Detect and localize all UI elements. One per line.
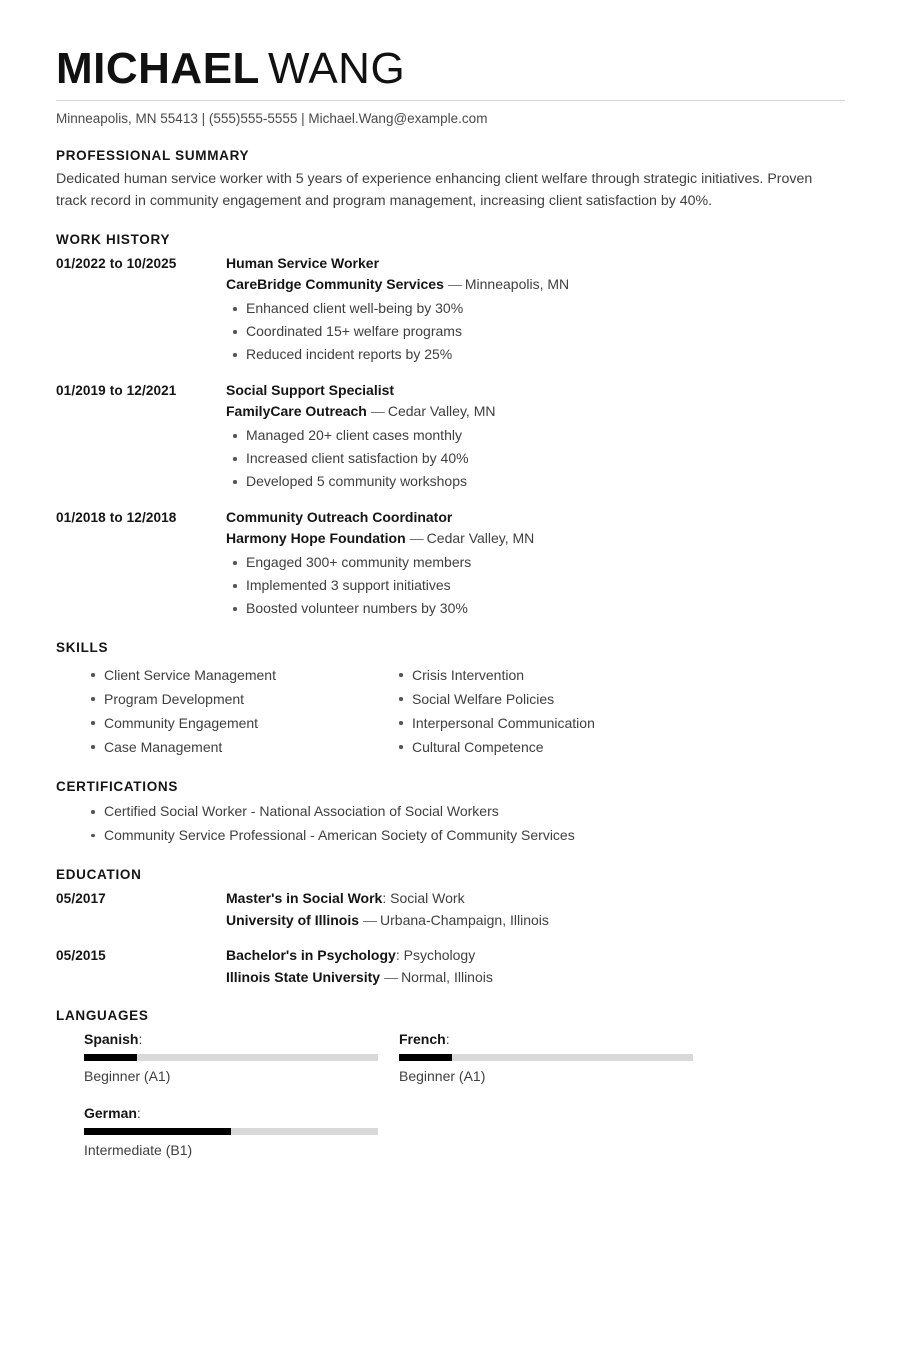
section-title-education: EDUCATION [56,867,142,882]
section-skills [56,640,845,759]
language-level: Intermediate (B1) [84,1142,193,1158]
contact-line: Minneapolis, MN 55413 | (555)555-5555 | Michael.Wang@example.com [56,111,488,126]
section-title-skills: SKILLS [56,640,109,655]
work-dates: 01/2018 to 12/2018 [56,510,177,525]
language-label: French [399,1031,446,1047]
list-item: Enhanced client well-being by 30% [226,297,845,320]
work-job-title: Human Service Worker [226,255,380,271]
language-item-spanish [84,1029,378,1087]
work-dates: 01/2019 to 12/2021 [56,383,177,398]
separator-dash: — [370,403,385,419]
section-languages [56,1008,845,1177]
education-degree-colon: : [395,947,404,963]
skills-column-2 [392,661,692,759]
list-item: Certified Social Worker - National Association of Social Workers [84,800,664,824]
list-item: Cultural Competence [392,735,692,759]
list-item: Client Service Management [84,663,392,687]
certifications-list [84,800,664,847]
list-item: Implemented 3 support initiatives [226,574,845,597]
section-title-certifications: CERTIFICATIONS [56,779,179,794]
work-organization-line [226,401,845,422]
work-entry [56,507,845,620]
separator-dash: — [447,276,462,292]
skills-list [84,663,392,759]
skills-columns [84,661,845,759]
language-item-german [84,1103,378,1161]
education-school: Illinois State University [226,968,381,985]
education-location: Normal, Illinois [401,968,493,985]
language-proficiency-bar [399,1054,693,1061]
work-organization: Harmony Hope Foundation [226,530,406,546]
work-bullet-list [226,424,845,493]
header-divider [56,100,845,101]
languages-grid [84,1029,700,1177]
section-title-work-history: WORK HISTORY [56,232,171,247]
section-work-history [56,232,845,620]
language-proficiency-bar [84,1128,378,1135]
list-item: Community Engagement [84,711,392,735]
education-details [226,945,845,988]
education-date: 05/2017 [56,891,106,906]
work-bullet-list [226,297,845,366]
resume-header [56,44,845,128]
section-title-languages: LANGUAGES [56,1008,149,1023]
work-job-title: Community Outreach Coordinator [226,509,453,525]
language-item-french [399,1029,693,1087]
list-item: Developed 5 community workshops [226,470,845,493]
section-education [56,867,845,988]
work-details [226,380,845,493]
education-details [226,888,845,931]
education-degree-line [226,945,845,967]
work-organization: CareBridge Community Services [226,276,444,292]
language-name [84,1029,378,1049]
language-name [84,1103,378,1123]
education-degree-line [226,888,845,910]
language-proficiency-fill [84,1054,137,1061]
language-level: Beginner (A1) [84,1068,171,1084]
separator-dash: — [384,968,399,985]
language-label: German [84,1105,137,1121]
education-degree-colon: : [382,890,391,906]
language-colon: : [445,1031,450,1047]
section-certifications [56,779,845,847]
education-degree: Bachelor's in Psychology [226,947,396,963]
education-school-line [226,910,845,932]
work-organization-line [226,528,845,549]
section-professional-summary [56,148,845,212]
education-school: University of Illinois [226,911,360,928]
language-name [399,1029,693,1049]
work-location: Minneapolis, MN [464,276,570,292]
language-level: Beginner (A1) [399,1068,486,1084]
work-organization: FamilyCare Outreach [226,403,367,419]
education-entry [56,945,845,988]
work-job-title: Social Support Specialist [226,382,395,398]
list-item: Case Management [84,735,392,759]
list-item: Crisis Intervention [392,663,692,687]
education-field: Social Work [390,890,465,906]
language-colon: : [138,1031,143,1047]
certifications-body [84,800,664,847]
skills-column-1 [84,661,392,759]
section-title-summary: PROFESSIONAL SUMMARY [56,148,250,163]
skills-list [392,663,692,759]
list-item: Engaged 300+ community members [226,551,845,574]
education-field: Psychology [403,947,476,963]
work-details [226,253,845,366]
work-dates: 01/2022 to 10/2025 [56,256,177,271]
education-degree: Master's in Social Work [226,890,383,906]
candidate-name [56,44,845,94]
education-entry [56,888,845,931]
first-name: MICHAEL [56,44,260,93]
list-item: Program Development [84,687,392,711]
summary-text: Dedicated human service worker with 5 years of experience enhancing client welfare through strategic initiatives. Proven track record in community engagement and program management, increasing client satisfaction by 40%. [56,171,813,209]
last-name: WANG [267,44,406,93]
work-details [226,507,845,620]
work-location: Cedar Valley, MN [387,403,496,419]
list-item: Reduced incident reports by 25% [226,343,845,366]
list-item: Coordinated 15+ welfare programs [226,320,845,343]
list-item: Increased client satisfaction by 40% [226,447,845,470]
work-location: Cedar Valley, MN [426,530,535,546]
list-item: Interpersonal Communication [392,711,692,735]
language-proficiency-bar [84,1054,378,1061]
work-organization-line [226,274,845,295]
separator-dash: — [409,530,424,546]
education-date: 05/2015 [56,948,106,963]
work-bullet-list [226,551,845,620]
language-proficiency-fill [399,1054,452,1061]
language-colon: : [136,1105,141,1121]
list-item: Managed 20+ client cases monthly [226,424,845,447]
education-school-line [226,967,845,989]
work-entry [56,380,845,493]
language-label: Spanish [84,1031,139,1047]
list-item: Community Service Professional - American Society of Community Services [84,824,664,848]
list-item: Boosted volunteer numbers by 30% [226,597,845,620]
work-entry [56,253,845,366]
list-item: Social Welfare Policies [392,687,692,711]
language-proficiency-fill [84,1128,231,1135]
education-location: Urbana-Champaign, Illinois [380,911,549,928]
separator-dash: — [363,911,378,928]
